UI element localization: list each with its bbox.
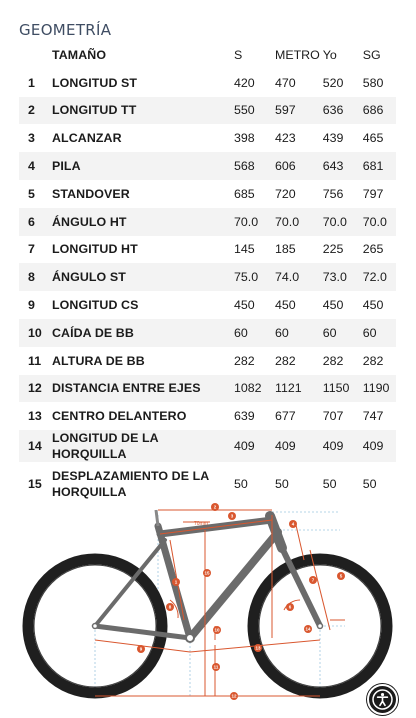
table-row — [19, 430, 396, 462]
row-value-s: 60 — [231, 319, 272, 347]
row-measurement-name: DISTANCIA ENTRE EJES — [45, 375, 231, 403]
chainstay — [95, 626, 190, 638]
row-value-s: 420 — [231, 69, 272, 97]
table-row — [19, 291, 396, 319]
dimension-marker — [289, 520, 297, 528]
table-row — [19, 347, 396, 375]
table-row — [19, 97, 396, 125]
row-value-l: 636 — [320, 97, 360, 125]
row-value-s: 50 — [231, 462, 272, 505]
dimension-marker — [166, 603, 174, 611]
row-value-m: 450 — [272, 291, 320, 319]
row-value-l: 225 — [320, 236, 360, 264]
dimension-marker — [304, 625, 312, 633]
row-value-s: 282 — [231, 347, 272, 375]
row-measurement-name: LONGITUD DE LA HORQUILLA — [45, 430, 231, 462]
row-value-xl: 265 — [360, 236, 396, 264]
row-value-xl: 797 — [360, 180, 396, 208]
marker-label: 14 — [305, 626, 311, 632]
row-index: 14 — [19, 430, 45, 462]
table-row — [19, 263, 396, 291]
row-value-l: 73.0 — [320, 263, 360, 291]
row-value-l: 643 — [320, 152, 360, 180]
row-index: 6 — [19, 208, 45, 236]
front-hub — [318, 624, 323, 629]
table-row — [19, 124, 396, 152]
row-measurement-name: CAÍDA DE BB — [45, 319, 231, 347]
row-value-m: 70.0 — [272, 208, 320, 236]
row-value-xl: 72.0 — [360, 263, 396, 291]
marker-label: 12 — [231, 693, 237, 699]
row-value-s: 550 — [231, 97, 272, 125]
row-index: 2 — [19, 97, 45, 125]
marker-label: 15 — [204, 570, 210, 576]
table-row — [19, 375, 396, 403]
accessibility-icon — [369, 686, 396, 713]
header-m: METRO — [272, 41, 320, 69]
row-value-l: 50 — [320, 462, 360, 505]
row-value-m: 423 — [272, 124, 320, 152]
row-value-m: 597 — [272, 97, 320, 125]
marker-label: 2 — [213, 504, 217, 510]
row-value-m: 282 — [272, 347, 320, 375]
dimension-marker — [203, 569, 211, 577]
row-value-m: 677 — [272, 402, 320, 430]
dimension-marker — [212, 663, 220, 671]
row-value-xl: 409 — [360, 430, 396, 462]
row-value-s: 75.0 — [231, 263, 272, 291]
row-value-l: 282 — [320, 347, 360, 375]
row-value-s: 409 — [231, 430, 272, 462]
row-value-s: 1082 — [231, 375, 272, 403]
row-value-l: 520 — [320, 69, 360, 97]
row-value-s: 685 — [231, 180, 272, 208]
row-value-xl: 282 — [360, 347, 396, 375]
dimension-marker — [228, 512, 236, 520]
row-value-m: 1121 — [272, 375, 320, 403]
row-value-l: 756 — [320, 180, 360, 208]
marker-label: 4 — [291, 521, 295, 527]
row-value-xl: 580 — [360, 69, 396, 97]
seatpost — [156, 510, 158, 526]
row-index: 4 — [19, 152, 45, 180]
marker-label: 11 — [213, 664, 219, 670]
marker-label: 9 — [139, 646, 143, 652]
row-value-xl: 60 — [360, 319, 396, 347]
row-measurement-name: LONGITUD TT — [45, 97, 231, 125]
row-value-m: 606 — [272, 152, 320, 180]
row-value-s: 639 — [231, 402, 272, 430]
row-value-m: 470 — [272, 69, 320, 97]
table-row — [19, 69, 396, 97]
header-index — [19, 41, 45, 69]
row-value-xl: 686 — [360, 97, 396, 125]
accessibility-button[interactable] — [367, 684, 398, 715]
dimension-marker — [213, 626, 221, 634]
row-index: 7 — [19, 236, 45, 264]
row-value-s: 70.0 — [231, 208, 272, 236]
row-index: 12 — [19, 375, 45, 403]
row-measurement-name: ALTURA DE BB — [45, 347, 231, 375]
row-measurement-name: LONGITUD ST — [45, 69, 231, 97]
table-row — [19, 462, 396, 505]
dimension-marker — [309, 576, 317, 584]
row-value-m: 74.0 — [272, 263, 320, 291]
row-value-xl: 70.0 — [360, 208, 396, 236]
row-measurement-name: ÁNGULO ST — [45, 263, 231, 291]
row-value-xl: 681 — [360, 152, 396, 180]
table-row — [19, 236, 396, 264]
row-value-s: 398 — [231, 124, 272, 152]
row-value-m: 60 — [272, 319, 320, 347]
row-measurement-name: CENTRO DELANTERO — [45, 402, 231, 430]
row-value-l: 450 — [320, 291, 360, 319]
geometry-table-body — [19, 69, 396, 505]
row-index: 11 — [19, 347, 45, 375]
row-index: 10 — [19, 319, 45, 347]
row-index: 13 — [19, 402, 45, 430]
table-row — [19, 319, 396, 347]
marker-label: 5 — [339, 573, 343, 579]
offset-label: 70mm — [194, 521, 208, 527]
row-measurement-name: PILA — [45, 152, 231, 180]
row-value-m: 409 — [272, 430, 320, 462]
row-index: 15 — [19, 462, 45, 505]
marker-label: 8 — [168, 604, 172, 610]
row-measurement-name: ÁNGULO HT — [45, 208, 231, 236]
rear-hub — [93, 624, 98, 629]
row-value-s: 450 — [231, 291, 272, 319]
row-value-xl: 1190 — [360, 375, 396, 403]
table-row — [19, 208, 396, 236]
table-row — [19, 180, 396, 208]
row-value-xl: 465 — [360, 124, 396, 152]
bottom-bracket — [186, 634, 194, 642]
section-title: GEOMETRÍA — [19, 21, 112, 39]
row-value-s: 145 — [231, 236, 272, 264]
row-value-xl: 50 — [360, 462, 396, 505]
row-value-l: 409 — [320, 430, 360, 462]
dimension-marker — [230, 692, 238, 700]
table-header-row — [19, 41, 396, 69]
header-s: S — [231, 41, 272, 69]
row-measurement-name: ALCANZAR — [45, 124, 231, 152]
table-row — [19, 402, 396, 430]
row-index: 9 — [19, 291, 45, 319]
row-index: 3 — [19, 124, 45, 152]
row-value-xl: 450 — [360, 291, 396, 319]
header-xl: SG — [360, 41, 396, 69]
marker-label: 1 — [174, 579, 178, 585]
row-value-l: 70.0 — [320, 208, 360, 236]
row-measurement-name: LONGITUD CS — [45, 291, 231, 319]
row-value-m: 720 — [272, 180, 320, 208]
marker-label: 10 — [214, 627, 220, 633]
dimension-marker — [211, 503, 219, 511]
header-l: Yo — [320, 41, 360, 69]
row-value-l: 439 — [320, 124, 360, 152]
row-value-s: 568 — [231, 152, 272, 180]
row-value-m: 185 — [272, 236, 320, 264]
row-value-l: 707 — [320, 402, 360, 430]
geometry-table — [19, 41, 396, 505]
row-measurement-name: DESPLAZAMIENTO DE LA HORQUILLA — [45, 462, 231, 505]
row-measurement-name: LONGITUD HT — [45, 236, 231, 264]
row-measurement-name: STANDOVER — [45, 180, 231, 208]
row-value-xl: 747 — [360, 402, 396, 430]
row-index: 5 — [19, 180, 45, 208]
header-size: TAMAÑO — [45, 41, 231, 69]
row-value-l: 1150 — [320, 375, 360, 403]
row-index: 8 — [19, 263, 45, 291]
table-row — [19, 152, 396, 180]
bike-geometry-diagram — [0, 500, 416, 718]
dimension-marker — [286, 603, 294, 611]
row-value-l: 60 — [320, 319, 360, 347]
dimension-marker — [254, 644, 262, 652]
dimension-marker — [172, 578, 180, 586]
marker-label: 13 — [255, 645, 261, 651]
dimension-marker — [137, 645, 145, 653]
marker-label: 6 — [288, 604, 292, 610]
dimension-marker — [337, 572, 345, 580]
row-index: 1 — [19, 69, 45, 97]
marker-label: 3 — [230, 513, 234, 519]
row-value-m: 50 — [272, 462, 320, 505]
dim-top-tube — [160, 520, 272, 534]
marker-label: 7 — [311, 577, 315, 583]
